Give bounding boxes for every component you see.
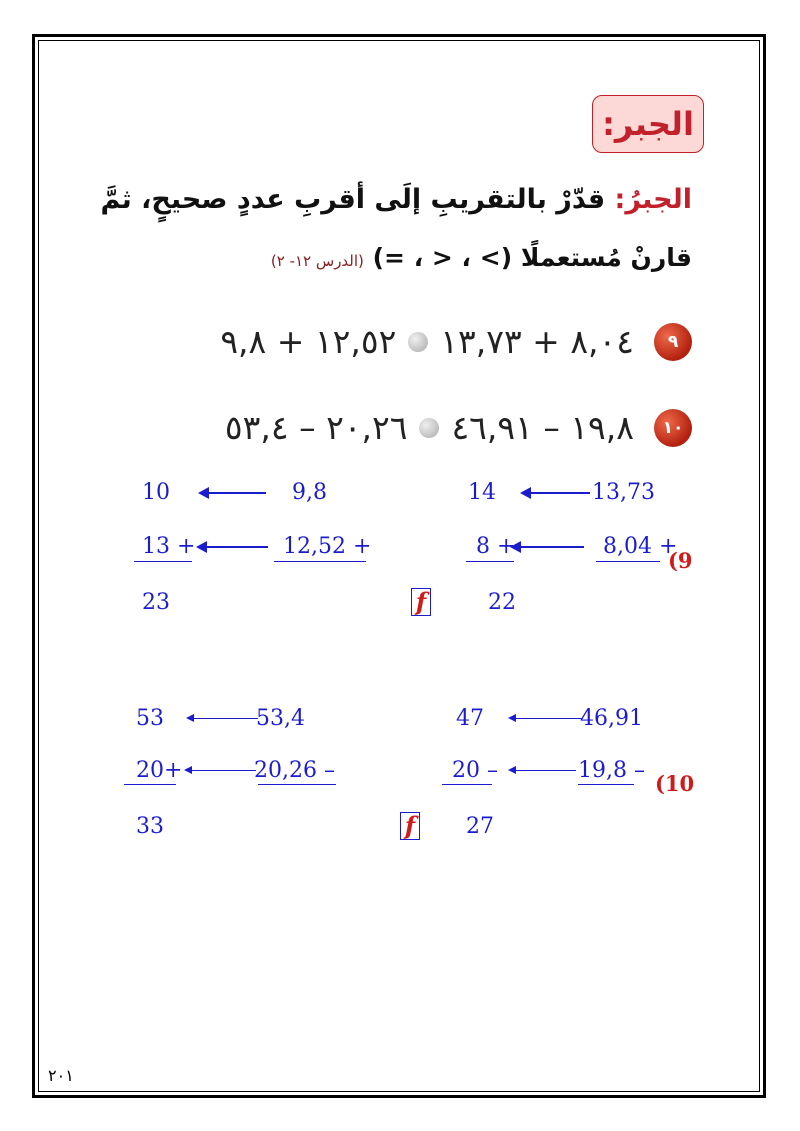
problem-number-badge: ١٠ [654, 409, 692, 447]
question-label: (10 [655, 771, 695, 796]
original-value: 8,04 + [603, 534, 678, 559]
original-value: 13,73 [592, 480, 655, 505]
arrow-left-icon [512, 546, 584, 548]
arrow-left-icon [200, 492, 266, 494]
instruction-line-1 [100, 184, 692, 215]
problem-expression-left: ٢٠,٢٦ – ٥٣,٤ [224, 408, 408, 447]
original-value: 46,91 [580, 706, 643, 731]
original-value: 53,4 [256, 706, 305, 731]
instruction-line-2 [271, 243, 692, 272]
estimated-sum: 27 [466, 814, 494, 839]
sum-line [596, 561, 660, 562]
section-heading-text: الجبر: [602, 105, 694, 143]
sum-line [258, 784, 336, 785]
original-value: 20,26 – [254, 758, 335, 783]
problem-expression-left: ١٢,٥٢ + ٩,٨ [220, 322, 397, 361]
arrow-left-icon [522, 492, 590, 494]
problem-9 [220, 322, 692, 361]
lesson-reference: (الدرس ١٢- ٢) [270, 252, 364, 270]
original-value: 12,52 + [283, 534, 372, 559]
comparison-symbol: f [411, 588, 431, 616]
sum-line [442, 784, 492, 785]
problem-expression-right: ٨,٠٤ + ١٣,٧٣ [440, 322, 634, 361]
sum-line [134, 561, 192, 562]
arrow-left-icon [188, 718, 258, 719]
original-value: 19,8 – [578, 758, 645, 783]
compare-circle-icon[interactable] [408, 332, 428, 352]
problem-10 [225, 408, 692, 447]
question-label: (9 [668, 548, 693, 573]
rounded-value: 53 [136, 706, 164, 731]
original-value: 9,8 [292, 480, 327, 505]
arrow-left-icon [198, 546, 268, 548]
rounded-value: 20+ [136, 758, 183, 783]
estimated-sum: 33 [136, 814, 164, 839]
comparison-symbol: f [400, 812, 420, 840]
rounded-value: 47 [456, 706, 484, 731]
arrow-left-icon [186, 770, 256, 771]
compare-circle-icon[interactable] [419, 418, 439, 438]
problem-number-badge: ٩ [654, 323, 692, 361]
sum-line [274, 561, 366, 562]
rounded-value: 10 [142, 480, 170, 505]
rounded-value: 20 – [452, 758, 498, 783]
problem-expression-right: ١٩,٨ – ٤٦,٩١ [451, 408, 634, 447]
estimated-sum: 22 [488, 590, 516, 615]
arrow-left-icon [510, 770, 576, 771]
sum-line [124, 784, 176, 785]
instruction-text-2: قارنْ مُستعملًا (> ، < ، =) [372, 243, 692, 272]
rounded-value: 8 + [476, 534, 516, 559]
estimated-sum: 23 [142, 590, 170, 615]
page-number: ٢٠١ [48, 1066, 74, 1085]
arrow-left-icon [510, 718, 582, 719]
rounded-value: 13 + [142, 534, 196, 559]
sum-line [466, 561, 514, 562]
instruction-keyword: الجبرُ: [614, 184, 692, 215]
rounded-value: 14 [468, 480, 496, 505]
section-heading [592, 95, 704, 153]
sum-line [578, 784, 634, 785]
instruction-text-1: قدّرْ بالتقريبِ إلَى أقربِ عددٍ صحيحٍ، ثمَّ [100, 184, 606, 215]
